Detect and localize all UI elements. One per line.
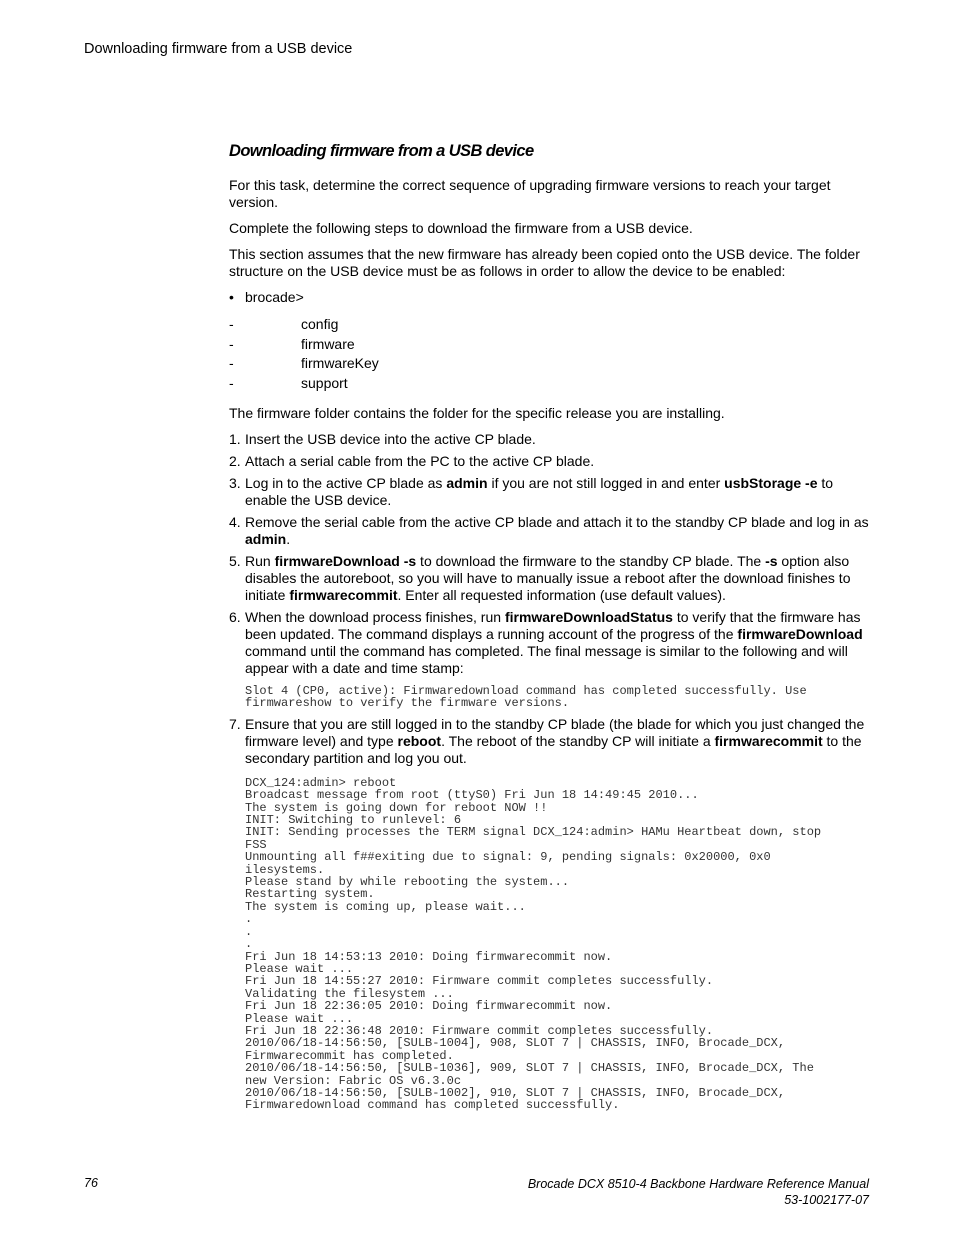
step-5: 5. Run firmwareDownload -s to download the firmware to the standby CP blade. The -s option also disables the autoreboot, so you will have to manually issue a reboot after the download finishes to initiate firmwarecommit. Enter all requested information (use default values).: [229, 553, 851, 603]
code-sample-firmwaredownload-status: Slot 4 (CP0, active): Firmwaredownload command has completed successfully. Use firmwareshow to verify the firmware versions.: [245, 684, 807, 711]
list-item: - support: [229, 374, 348, 391]
running-header: Downloading firmware from a USB device: [84, 41, 353, 57]
footer-document-info: [528, 1176, 869, 1208]
document-number: 53-1002177-07: [784, 1193, 869, 1207]
procedure-steps: [229, 431, 869, 1112]
manual-title: Brocade DCX 8510-4 Backbone Hardware Reference Manual: [527, 1177, 869, 1191]
list-item: - firmwareKey: [229, 355, 379, 371]
bullet-mark: •: [229, 289, 234, 305]
folder-note-paragraph: The firmware folder contains the folder for the specific release you are installing.: [229, 405, 725, 421]
list-item: - config: [229, 316, 339, 332]
page-number: 76: [84, 1176, 98, 1190]
folder-sublist: [229, 316, 869, 394]
assumption-paragraph: This section assumes that the new firmware has already been copied onto the USB device. The folder structure on the USB device must be as follows in order to allow the device to be enabled:: [229, 246, 860, 279]
step-6: 6. When the download process finishes, run firmwareDownloadStatus to verify that the firmware has been updated. The command displays a running account of the progress of the firmwareDownload command until the command has completed. The final message is similar to the following and will appear with a date and time stamp:: [229, 609, 863, 676]
section-title: Downloading firmware from a USB device: [229, 142, 534, 160]
list-item: - firmware: [229, 335, 355, 352]
steps-intro-paragraph: Complete the following steps to download the firmware from a USB device.: [229, 220, 693, 236]
main-content: [229, 141, 869, 1112]
intro-paragraph: For this task, determine the correct sequence of upgrading firmware versions to reach your target version.: [229, 177, 831, 210]
step-2: 2. Attach a serial cable from the PC to the active CP blade.: [229, 453, 595, 469]
folder-bullet: [229, 289, 869, 306]
bullet-text: brocade>: [245, 289, 304, 305]
step-3: 3. Log in to the active CP blade as admin if you are not still logged in and enter usbStorage -e to enable the USB device.: [229, 475, 834, 508]
step-1: 1. Insert the USB device into the active CP blade.: [229, 431, 536, 447]
step-7: 7. Ensure that you are still logged in to the standby CP blade (the blade for which you just changed the firmware level) and type reboot. The reboot of the standby CP will initiate a firmwarecommit to the secondary partition and log you out.: [229, 715, 865, 766]
code-sample-reboot-output: DCX_124:admin> reboot Broadcast message from root (ttyS0) Fri Jun 18 14:49:45 2010... The system is going down for reboot NOW !! INIT: Switching to runlevel: 6 INIT: Sending processes the TERM signal DCX_124:admin> HAMu Heartbeat down, stop FSS Unmounting all f##exiting due to signal: 9, pending signals: 0x20000, 0x0 ilesystems. Please stand by while rebooting the system... Restarting system. The system is coming up, please wait... . . . Fri Jun 18 14:53:13 2010: Doing firmwarecommit now. Please wait ... Fri Jun 18 14:55:27 2010: Firmware commit completes successfully. Validating the filesystem ... Fri Jun 18 22:36:05 2010: Doing firmwarecommit now. Please wait ... Fri Jun 18 22:36:48 2010: Firmware commit completes successfully. 2010/06/18-14:56:50, [SULB-1004], 908, SLOT 7 | CHASSIS, INFO, Brocade_DCX, Firmwarecommit has completed. 2010/06/18-14:56:50, [SULB-1036], 909, SLOT 7 | CHASSIS, INFO, Brocade_DCX, The new Version: Fabric OS v6.3.0c 2010/06/18-14:56:50, [SULB-1002], 910, SLOT 7 | CHASSIS, INFO, Brocade_DCX, Firmwaredownload command has completed successfully.: [245, 775, 822, 1113]
step-4: 4. Remove the serial cable from the active CP blade and attach it to the standby CP blade and log in as admin.: [229, 514, 869, 547]
